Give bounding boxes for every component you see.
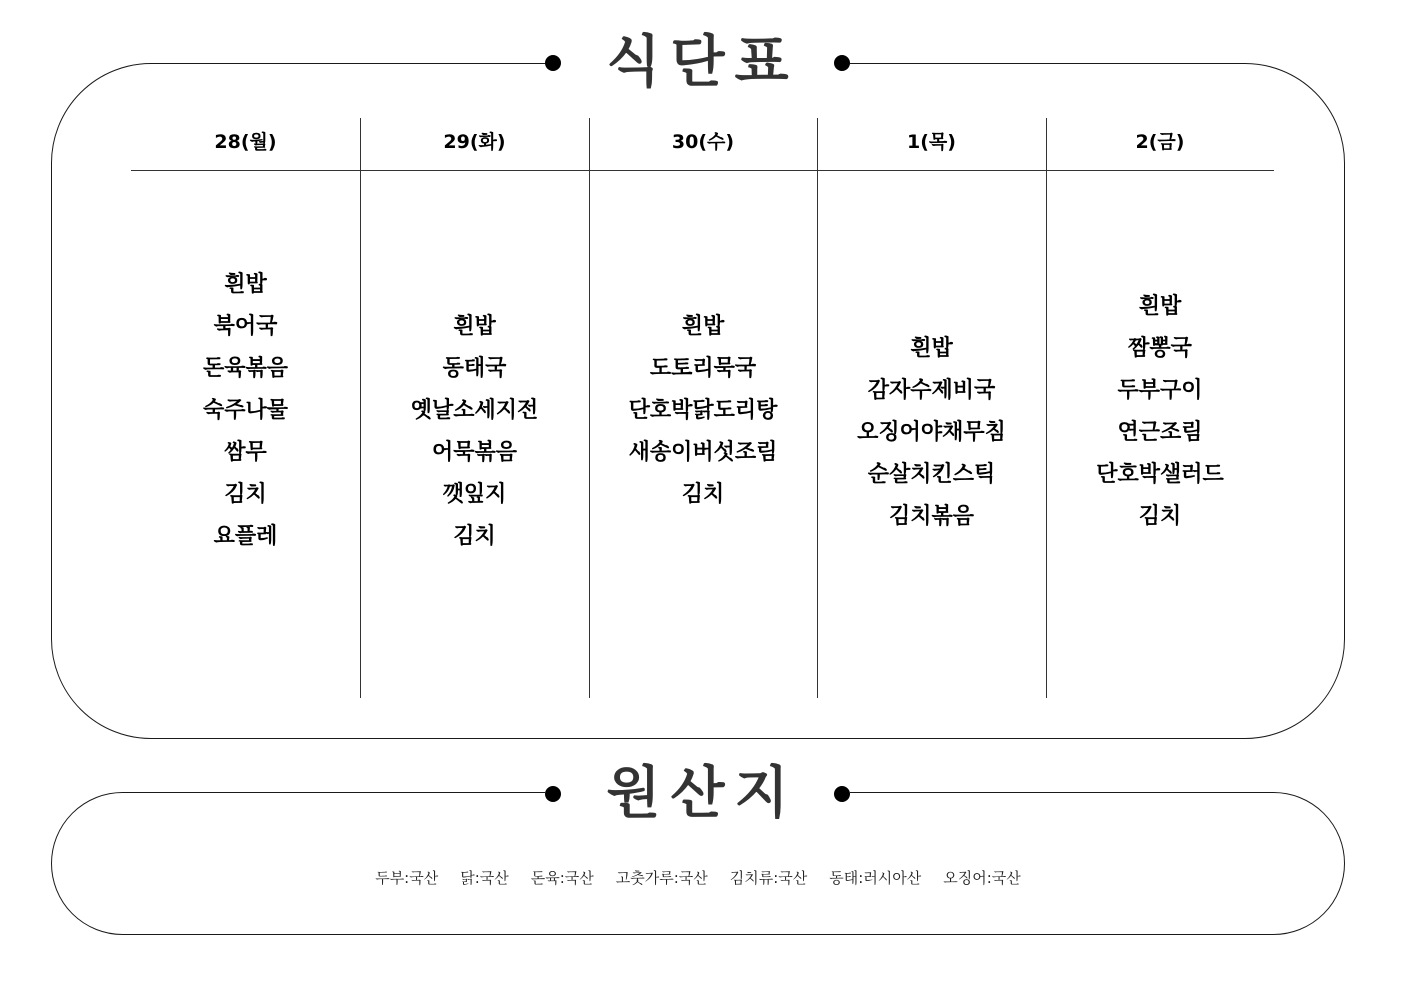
dish-item: 어묵볶음 <box>431 440 517 465</box>
dish-item: 돈육볶음 <box>202 356 288 381</box>
origin-item: 김치류:국산 <box>729 869 808 887</box>
dish-item: 북어국 <box>213 314 278 339</box>
dish-item: 단호박닭도리탕 <box>628 398 778 423</box>
origin-title: 원산지 <box>606 761 799 826</box>
dish-item: 단호박샐러드 <box>1096 462 1224 487</box>
dish-item: 김치 <box>681 482 725 507</box>
origin-item: 닭:국산 <box>460 869 509 887</box>
menu-title: 식단표 <box>606 30 799 95</box>
header-divider <box>131 170 1274 171</box>
dish-item: 흰밥 <box>1138 294 1182 319</box>
dish-item: 흰밥 <box>453 314 496 339</box>
day-header-fri: 2(금) <box>1135 130 1185 153</box>
dish-item: 동태국 <box>442 356 507 381</box>
day-header-wed: 30(수) <box>671 130 735 153</box>
dish-item: 김치볶음 <box>888 504 974 529</box>
dish-item: 김치 <box>1138 504 1182 529</box>
title-left-dot <box>545 786 561 802</box>
dish-item: 깻잎지 <box>442 482 507 507</box>
dish-item: 김치 <box>453 524 496 549</box>
dish-item: 김치 <box>224 482 267 507</box>
dish-item: 옛날소세지전 <box>410 398 539 423</box>
dish-item: 쌈무 <box>224 440 267 465</box>
dish-item: 숙주나물 <box>202 398 288 423</box>
origin-item: 동태:러시아산 <box>829 869 922 887</box>
origin-item: 고춧가루:국산 <box>615 869 708 887</box>
dish-item: 순살치킨스틱 <box>867 462 996 487</box>
dish-item: 새송이버섯조림 <box>628 440 778 465</box>
day-header-thu: 1(목) <box>907 130 956 153</box>
title-left-dot <box>545 55 561 71</box>
dish-item: 짬뽕국 <box>1128 336 1192 361</box>
dish-item: 흰밥 <box>681 314 725 339</box>
dish-item: 도토리묵국 <box>649 356 757 381</box>
dish-item: 흰밥 <box>224 272 267 297</box>
day-menu-fri <box>1046 286 1274 538</box>
dish-item: 흰밥 <box>910 336 953 361</box>
day-menu-mon <box>131 264 360 558</box>
dish-item: 오징어야채무침 <box>857 420 1006 445</box>
origin-item: 두부:국산 <box>375 869 439 887</box>
title-right-dot <box>834 55 850 71</box>
dish-item: 두부구이 <box>1117 378 1203 403</box>
day-menu-wed <box>589 306 817 516</box>
dish-item: 요플레 <box>213 524 278 549</box>
day-header-tue: 29(화) <box>443 130 506 153</box>
origin-item: 돈육:국산 <box>530 869 594 887</box>
dish-item: 감자수제비국 <box>867 378 996 403</box>
origin-item: 오징어:국산 <box>943 869 1021 887</box>
origin-title-block <box>545 761 850 826</box>
day-menu-tue <box>360 306 589 558</box>
menu-title-block <box>545 30 850 95</box>
dish-item: 연근조림 <box>1117 420 1203 445</box>
day-menu-thu <box>817 328 1046 538</box>
day-header-mon: 28(월) <box>214 130 277 153</box>
origin-list <box>51 867 1345 888</box>
title-right-dot <box>834 786 850 802</box>
